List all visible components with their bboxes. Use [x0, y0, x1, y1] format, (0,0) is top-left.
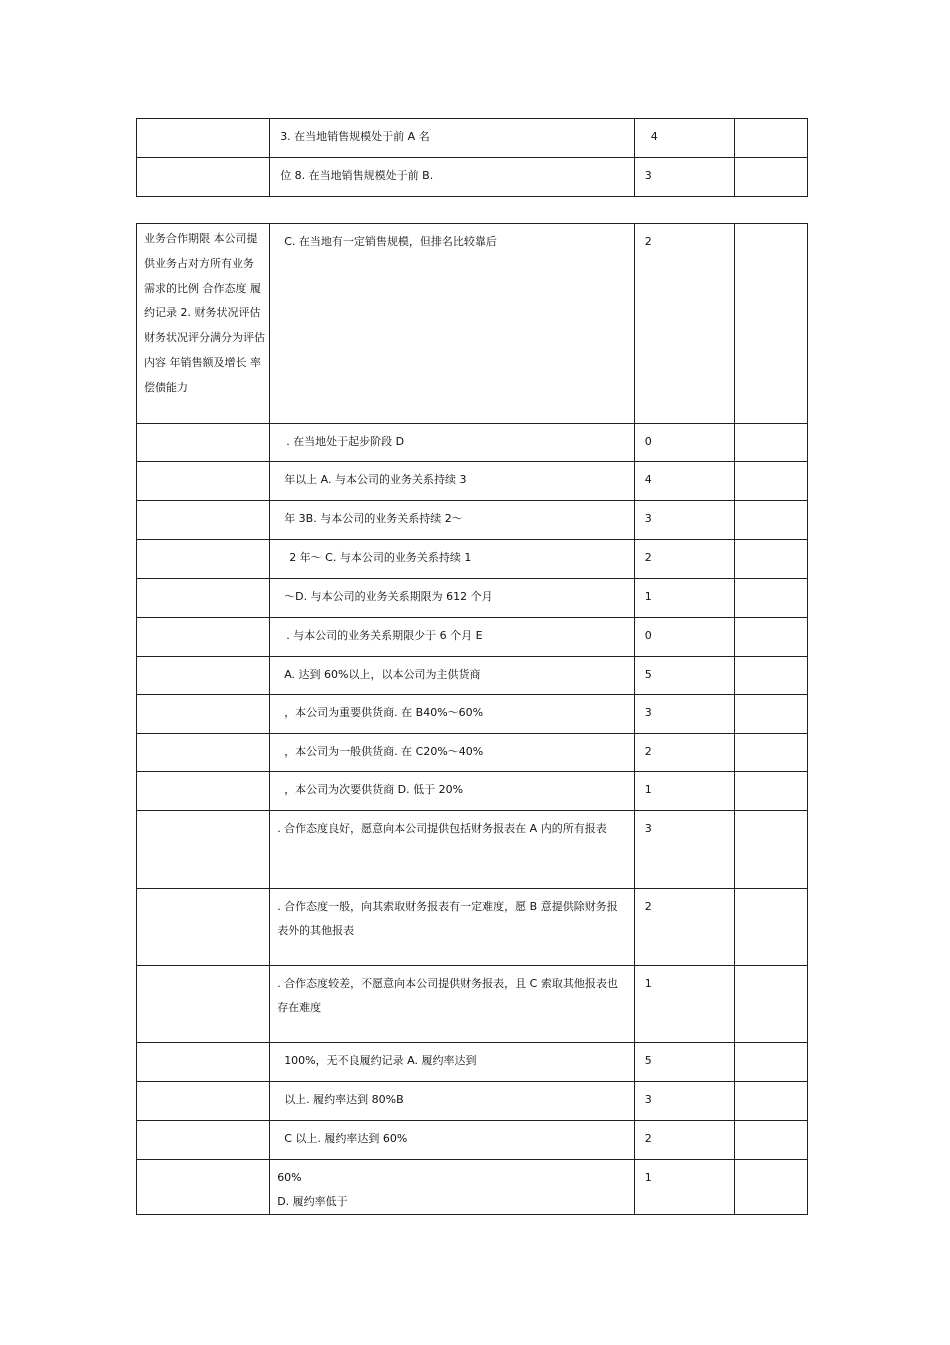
table-row: 年以上 A. 与本公司的业务关系持续 3 4	[137, 462, 808, 501]
table-row: 年 3B. 与本公司的业务关系持续 2～ 3	[137, 501, 808, 540]
score-cell: 2	[634, 224, 734, 424]
table-row: ，本公司为次要供货商 D. 低于 20% 1	[137, 772, 808, 811]
table-row: 100%，无不良履约记录 A. 履约率达到 5	[137, 1043, 808, 1082]
table-row: ～D. 与本公司的业务关系期限为 612 个月 1	[137, 579, 808, 618]
category-cell	[137, 158, 270, 197]
remark-cell	[734, 224, 807, 424]
remark-cell	[734, 158, 807, 197]
remark-cell	[734, 119, 807, 158]
table-row: ，本公司为一般供货商. 在 C20%～40% 2	[137, 734, 808, 772]
table-row	[137, 224, 808, 424]
score-table-top	[136, 118, 808, 197]
score-cell: 4	[634, 119, 734, 158]
table-row: 60% D. 履约率低于 1	[137, 1160, 808, 1215]
table-row	[137, 158, 808, 197]
table-row: . 合作态度良好，愿意向本公司提供包括财务报表在 A 内的所有报表 3	[137, 811, 808, 889]
table-row: ，本公司为重要供货商. 在 B40%～60% 3	[137, 695, 808, 734]
criterion-cell: 3. 在当地销售规模处于前 A 名	[270, 119, 635, 158]
category-cell	[137, 119, 270, 158]
criterion-cell: 位 8. 在当地销售规模处于前 B.	[270, 158, 635, 197]
table-row: . 合作态度一般，向其索取财务报表有一定难度，愿 B 意提供除财务报表外的其他报表 2	[137, 889, 808, 966]
table-row: . 合作态度较差，不愿意向本公司提供财务报表，且 C 索取其他报表也存在难度 1	[137, 966, 808, 1043]
score-cell: 3	[634, 158, 734, 197]
table-row: . 与本公司的业务关系期限少于 6 个月 E 0	[137, 618, 808, 657]
table-row: 以上. 履约率达到 80%B 3	[137, 1082, 808, 1121]
category-text: 业务合作期限 本公司提供业务占对方所有业务 需求的比例 合作态度 履约记录 2. 财务状况评估财务状况评分满分为评估内容 年销售额及增长 率 偿债能力	[144, 232, 265, 394]
category-cell	[137, 224, 270, 424]
table-row	[137, 119, 808, 158]
score-table-main	[136, 223, 808, 1215]
table-row: A. 达到 60%以上，以本公司为主供货商 5	[137, 657, 808, 695]
criterion-cell: C. 在当地有一定销售规模，但排名比较靠后	[270, 224, 635, 424]
table-row: C 以上. 履约率达到 60% 2	[137, 1121, 808, 1160]
table-row: 2 年～ C. 与本公司的业务关系持续 1 2	[137, 540, 808, 579]
table-row: . 在当地处于起步阶段 D 0	[137, 424, 808, 462]
